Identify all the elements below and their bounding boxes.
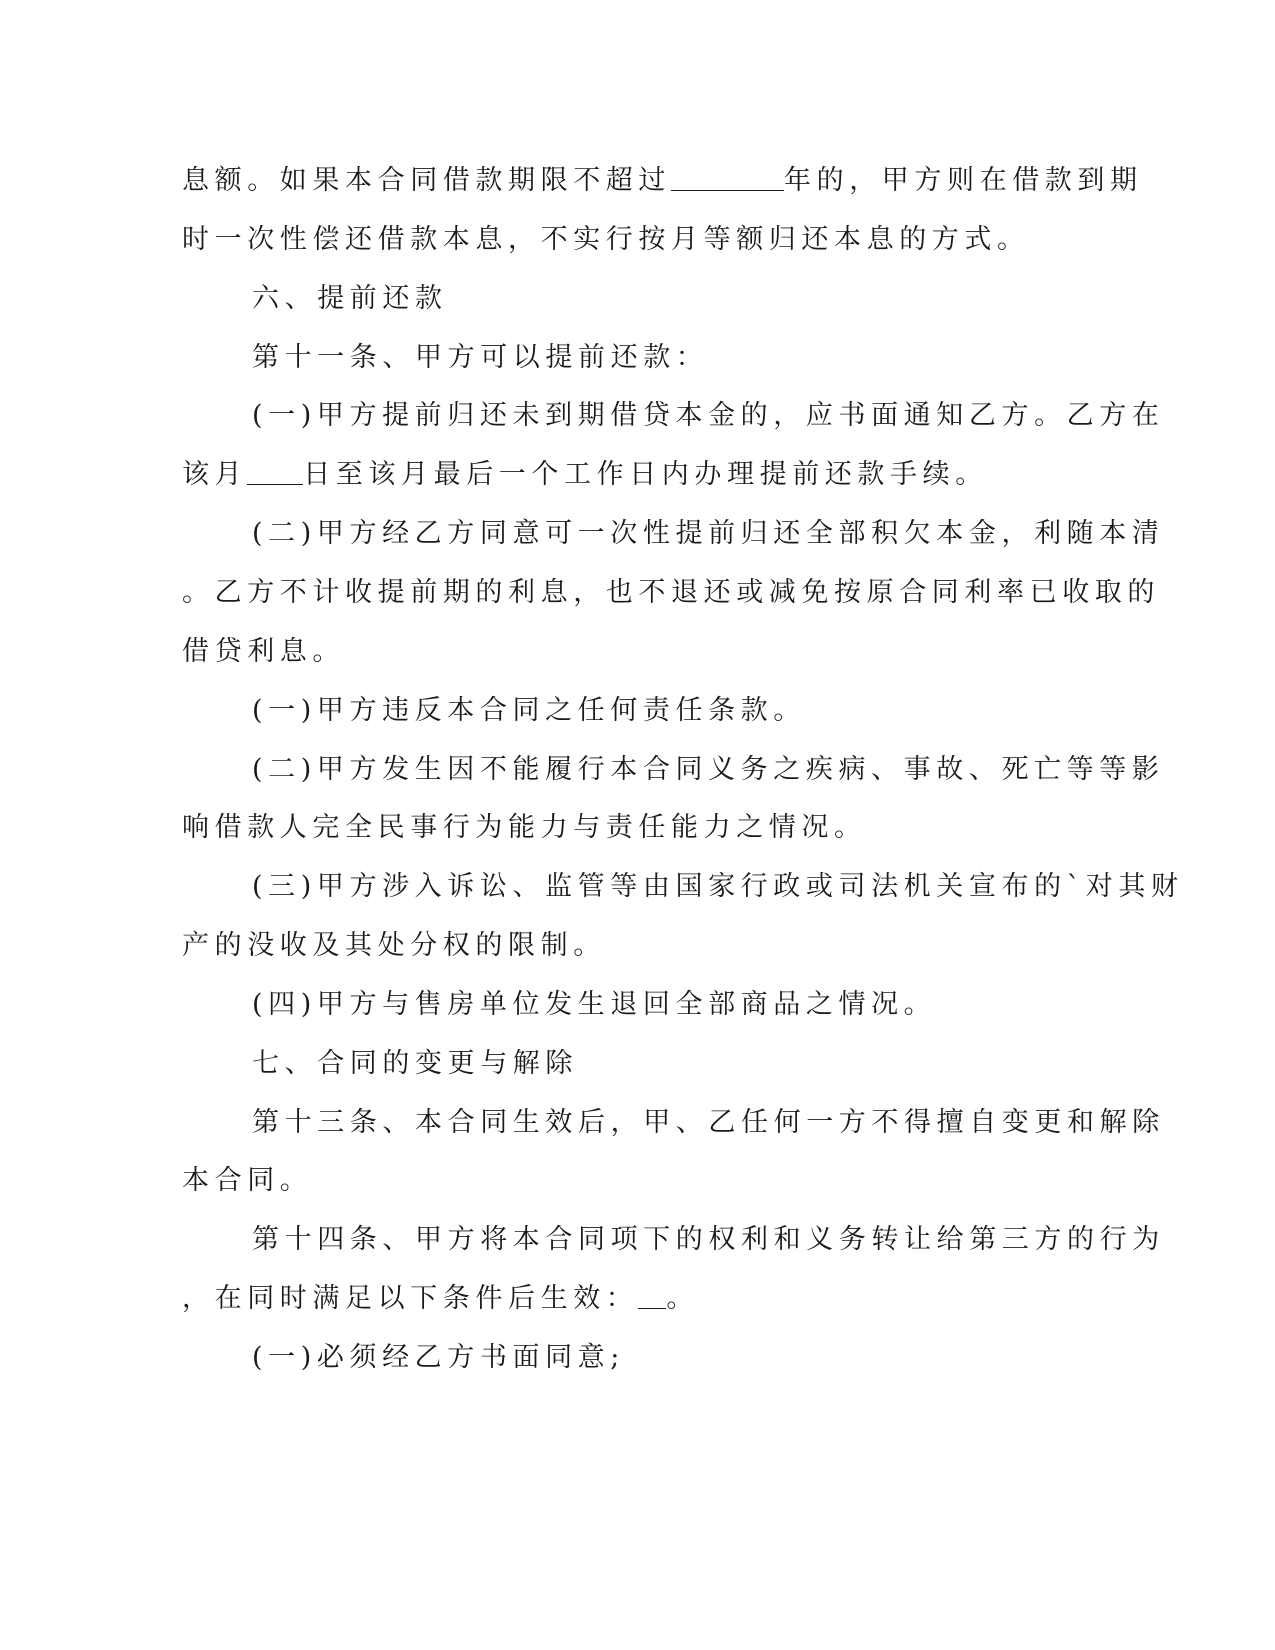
paragraph-line: (一)甲方违反本合同之任何责任条款。 — [252, 695, 806, 726]
paragraph-line: 借贷利息。 — [182, 636, 345, 667]
section-heading: 六、提前还款 — [252, 283, 448, 314]
fill-in-blank — [638, 1281, 666, 1309]
paragraph-line: (一)必须经乙方书面同意; — [252, 1342, 625, 1373]
section-heading: 七、合同的变更与解除 — [252, 1048, 578, 1079]
text-segment: 息额。如果本合同借款期限不超过 — [182, 165, 671, 196]
paragraph-line — [0, 163, 1275, 199]
paragraph-line: (二)甲方经乙方同意可一次性提前归还全部积欠本金，利随本清 — [252, 518, 1165, 549]
paragraph-line: 响借款人完全民事行为能力与责任能力之情况。 — [182, 812, 867, 843]
paragraph-line: 。乙方不计收提前期的利息，也不退还或减免按原合同利率已收取的 — [182, 577, 1160, 608]
paragraph-line: 本合同。 — [182, 1165, 313, 1196]
paragraph-line: (三)甲方涉入诉讼、监管等由国家行政或司法机关宣布的`对其财 — [252, 871, 1184, 902]
text-segment: 。 — [666, 1283, 700, 1314]
paragraph-line: 产的没收及其处分权的限制。 — [182, 930, 606, 961]
fill-in-blank — [671, 163, 784, 191]
text-segment: ，在同时满足以下条件后生效： — [182, 1283, 639, 1314]
text-segment: 日至该月最后一个工作日内办理提前还款手续。 — [303, 459, 988, 490]
paragraph-line: 第十三条、本合同生效后，甲、乙任何一方不得擅自变更和解除 — [252, 1107, 1165, 1138]
paragraph-line: 第十四条、甲方将本合同项下的权利和义务转让给第三方的行为 — [252, 1224, 1165, 1255]
paragraph-line: 时一次性偿还借款本息，不实行按月等额归还本息的方式。 — [182, 224, 1030, 255]
paragraph-line: (二)甲方发生因不能履行本合同义务之疾病、事故、死亡等等影 — [252, 754, 1165, 785]
text-segment: 该月 — [182, 459, 248, 490]
text-segment: 年的，甲方则在借款到期 — [784, 165, 1143, 196]
fill-in-blank — [247, 457, 303, 485]
paragraph-line — [0, 1281, 1275, 1317]
paragraph-line: (一)甲方提前归还未到期借贷本金的，应书面通知乙方。乙方在 — [252, 400, 1165, 431]
paragraph-line — [0, 457, 1275, 493]
paragraph-line: (四)甲方与售房单位发生退回全部商品之情况。 — [252, 989, 937, 1020]
article-heading: 第十一条、甲方可以提前还款： — [252, 342, 709, 373]
